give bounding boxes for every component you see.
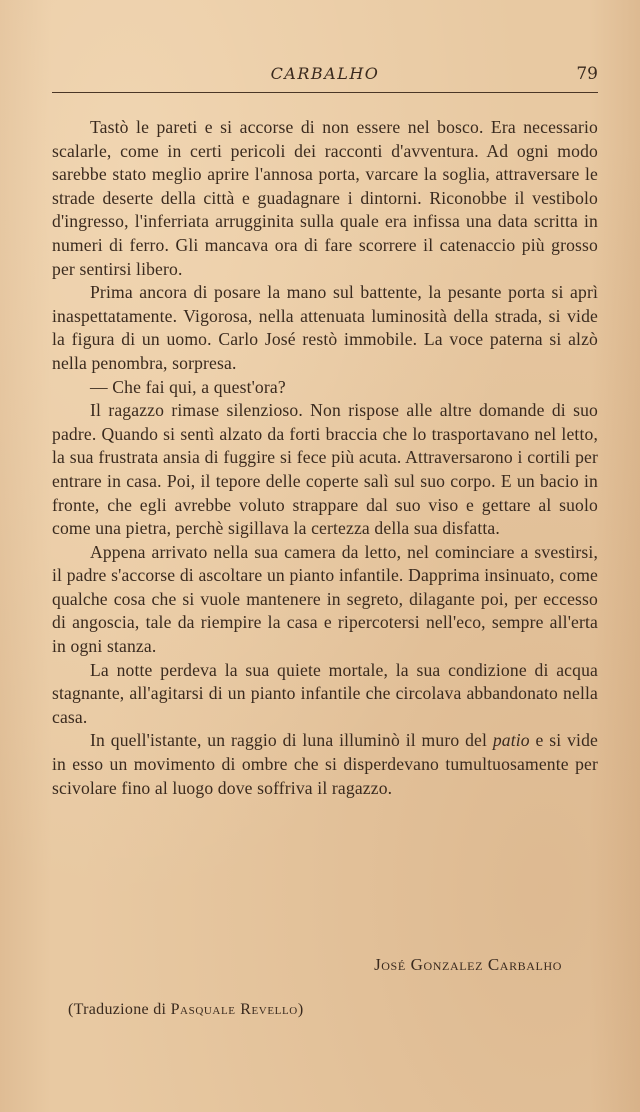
- italic-word: patio: [492, 730, 530, 751]
- story-paragraph: [52, 399, 598, 541]
- story-paragraph: [52, 729, 598, 800]
- page-number: 79: [576, 64, 598, 84]
- paragraph-text: Prima ancora di posare la mano sul battente, la pesante porta si aprì inaspettatamente. Vigorosa, nella attenuata luminosità della strada, si vide la figura di un uomo. Carlo José restò immobile. La voce paterna si alzò nella penombra, sorpresa.: [52, 282, 598, 373]
- paragraph-text: In quell'istante, un raggio di luna illuminò il muro del: [90, 730, 493, 751]
- translator-name: Pasquale Revello: [170, 1001, 298, 1018]
- story-paragraph: [52, 376, 598, 400]
- running-title: CARBALHO: [270, 64, 380, 83]
- running-head: [52, 62, 598, 90]
- translation-credit: [68, 1001, 303, 1019]
- story-paragraph: [52, 116, 598, 281]
- translation-suffix: ): [297, 1001, 304, 1018]
- author-signature: José Gonzalez Carbalho: [374, 955, 562, 974]
- paragraph-text: Tastò le pareti e si accorse di non essere nel bosco. Era necessario scalarle, come in certi pericoli dei racconti d'avventura. Ad ogni modo sarebbe stato meglio aprire l'annosa porta, varcare la soglia, attraversare le strade deserte della città e guadagnare i dintorni. Riconobbe il vestibolo d'ingresso, l'inferriata arrugginita sulla quale era infissa una data scritta in numeri di ferro. Gli mancava ora di fare scorrere il catenaccio più grosso per sentirsi libero.: [52, 117, 598, 279]
- story-text: [52, 116, 598, 800]
- paragraph-text: Il ragazzo rimase silenzioso. Non rispose alle altre domande di suo padre. Quando si sentì alzato da forti braccia che lo trasportavano nel letto, la sua frustrata ansia di fuggire si fece più acuta. Attraversarono i cortili per entrare in casa. Poi, il tepore delle coperte salì sul suo corpo. E un bacio in fronte, che egli avrebbe voluto strappare dal suo viso e gettare al suolo come una pietra, perchè sigillava la certezza della sua disfatta.: [52, 400, 598, 539]
- paragraph-text: e si vide in esso un movimento di ombre che si disperdevano tumultuosamente per scivolare fino al luogo dove soffriva il ragazzo.: [52, 730, 599, 798]
- header-rule: [52, 92, 598, 93]
- paragraph-text: — Che fai qui, a quest'ora?: [90, 376, 286, 397]
- story-paragraph: [52, 281, 598, 375]
- paragraph-text: Appena arrivato nella sua camera da letto, nel cominciare a svestirsi, il padre s'accorse di ascoltare un pianto infantile. Dapprima insinuato, come qualche cosa che si vuole mantenere in segreto, dilagante poi, per eccesso di angoscia, tale da riempire la casa e ripercotersi nell'eco, sempre all'erta in ogni stanza.: [52, 541, 598, 657]
- paragraph-text: La notte perdeva la sua quiete mortale, la sua condizione di acqua stagnante, all'agitarsi di un pianto infantile che circolava abbandonato nella casa.: [52, 659, 598, 727]
- translation-prefix: (Traduzione di: [68, 1001, 171, 1018]
- story-paragraph: [52, 541, 598, 659]
- story-paragraph: [52, 659, 598, 730]
